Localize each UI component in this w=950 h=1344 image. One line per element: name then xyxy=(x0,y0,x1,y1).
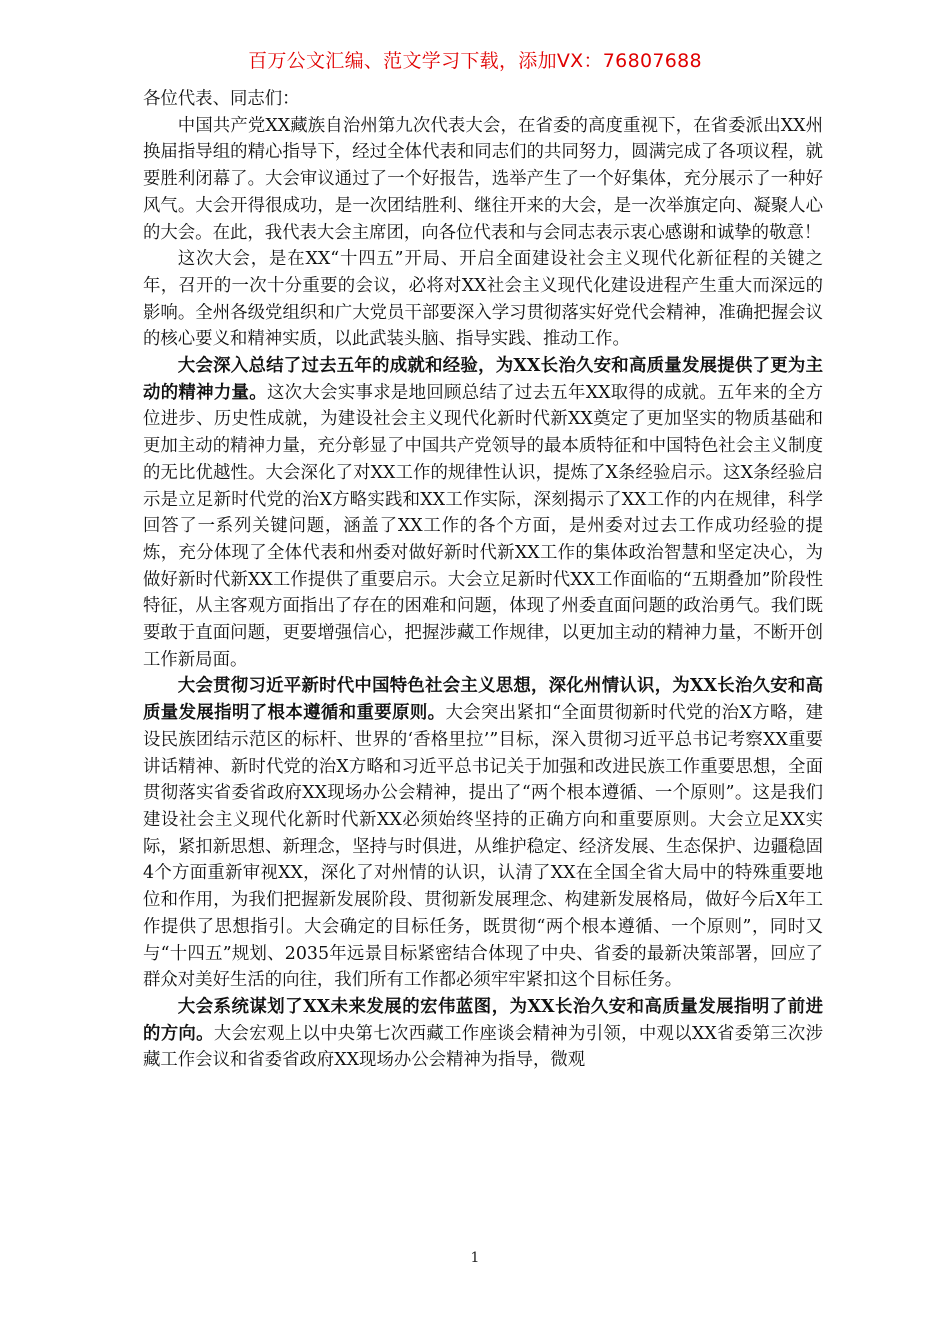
paragraph-opening xyxy=(143,113,823,247)
download-banner: 百万公文汇编、范文学习下载，添加VX：76807688 xyxy=(248,50,702,72)
document-body xyxy=(143,86,823,1074)
paragraph-text: 这次大会，是在XX“十四五”开局、开启全面建设社会主义现代化新征程的关键之年，召开的一次十分重要的会议，必将对XX社会主义现代化建设进程产生重大而深远的影响。全州各级党组织和广大党员干部要深入学习贯彻落实好党代会精神，准确把握会议的核心要义和精神实质，以此武装头脑、指导实践、推动工作。 xyxy=(143,249,823,350)
salutation: 各位代表、同志们： xyxy=(143,89,300,109)
paragraph-lead: 大会贯彻习近平新时代中国特色社会主义思想，深化州情认识，为XX长治久安和高质量发展指明了根本遵循和重要原则。 xyxy=(143,676,823,724)
paragraph-blueprint xyxy=(143,994,823,1074)
paragraph-text: 大会宏观上以中央第七次西藏工作座谈会精神为引领，中观以XX省委第三次涉藏工作会议和省委省政府XX现场办公会精神为指导，微观 xyxy=(143,1023,823,1071)
paragraph-text: 中国共产党XX藏族自治州第九次代表大会，在省委的高度重视下，在省委派出XX州换届指导组的精心指导下，经过全体代表和同志们的共同努力，圆满完成了各项议程，就要胜利闭幕了。大会审议通过了一个好报告，选举产生了一个好集体，充分展示了一种好风气。大会开得很成功，是一次团结胜利、继往开来的大会，是一次举旗定向、凝聚人心的大会。在此，我代表大会主席团，向各位代表和与会同志表示衷心感谢和诚挚的敬意！ xyxy=(143,115,823,243)
paragraph-principles xyxy=(143,673,823,993)
paragraph-achievements xyxy=(143,353,823,673)
paragraph-text: 大会突出紧扣“全面贯彻新时代党的治X方略，建设民族团结示范区的标杆、世界的‘香格里拉’”目标，深入贯彻习近平总书记考察XX重要讲话精神、新时代党的治X方略和习近平总书记关于加强和改进民族工作重要思想，全面贯彻落实省委省政府XX现场办公会精神，提出了“两个根本遵循、一个原则”。这是我们建设社会主义现代化新时代新XX必须始终坚持的正确方向和重要原则。大会立足XX实际，紧扣新思想、新理念，坚持与时俱进，从维护稳定、经济发展、生态保护、边疆稳固4个方面重新审视XX，深化了对州情的认识，认清了XX在全国全省大局中的特殊重要地位和作用，为我们把握新发展阶段、贯彻新发展理念、构建新发展格局，做好今后X年工作提供了思想指引。大会确定的目标任务，既贯彻“两个根本遵循、一个原则”，同时又与“十四五”规划、2035年远景目标紧密结合体现了中央、省委的最新决策部署，回应了群众对美好生活的向往，我们所有工作都必须牢牢紧扣这个目标任务。 xyxy=(143,703,823,991)
paragraph-text: 这次大会实事求是地回顾总结了过去五年XX取得的成就。五年来的全方位进步、历史性成就，为建设社会主义现代化新时代新XX奠定了更加坚实的物质基础和更加主动的精神力量，充分彰显了中国共产党领导的最本质特征和中国特色社会主义制度的无比优越性。大会深化了对XX工作的规律性认识，提炼了X条经验启示。这X条经验启示是立足新时代党的治X方略实践和XX工作实际，深刻揭示了XX工作的内在规律，科学回答了一系列关键问题，涵盖了XX工作的各个方面，是州委对过去工作成功经验的提炼，充分体现了全体代表和州委对做好新时代新XX工作的集体政治智慧和坚定决心，为做好新时代新XX工作提供了重要启示。大会立足新时代XX工作面临的“五期叠加”阶段性特征，从主客观方面指出了存在的困难和问题，体现了州委直面问题的政治勇气。我们既要敢于直面问题，更要增强信心，把握涉藏工作规律，以更加主动的精神力量，不断开创工作新局面。 xyxy=(143,382,823,670)
page-number: 1 xyxy=(470,1250,480,1266)
paragraph-significance xyxy=(143,246,823,353)
paragraph-lead: 大会系统谋划了XX未来发展的宏伟蓝图，为XX长治久安和高质量发展指明了前进的方向。 xyxy=(143,996,823,1044)
paragraph-lead: 大会深入总结了过去五年的成就和经验，为XX长治久安和高质量发展提供了更为主动的精神力量。 xyxy=(143,356,823,403)
